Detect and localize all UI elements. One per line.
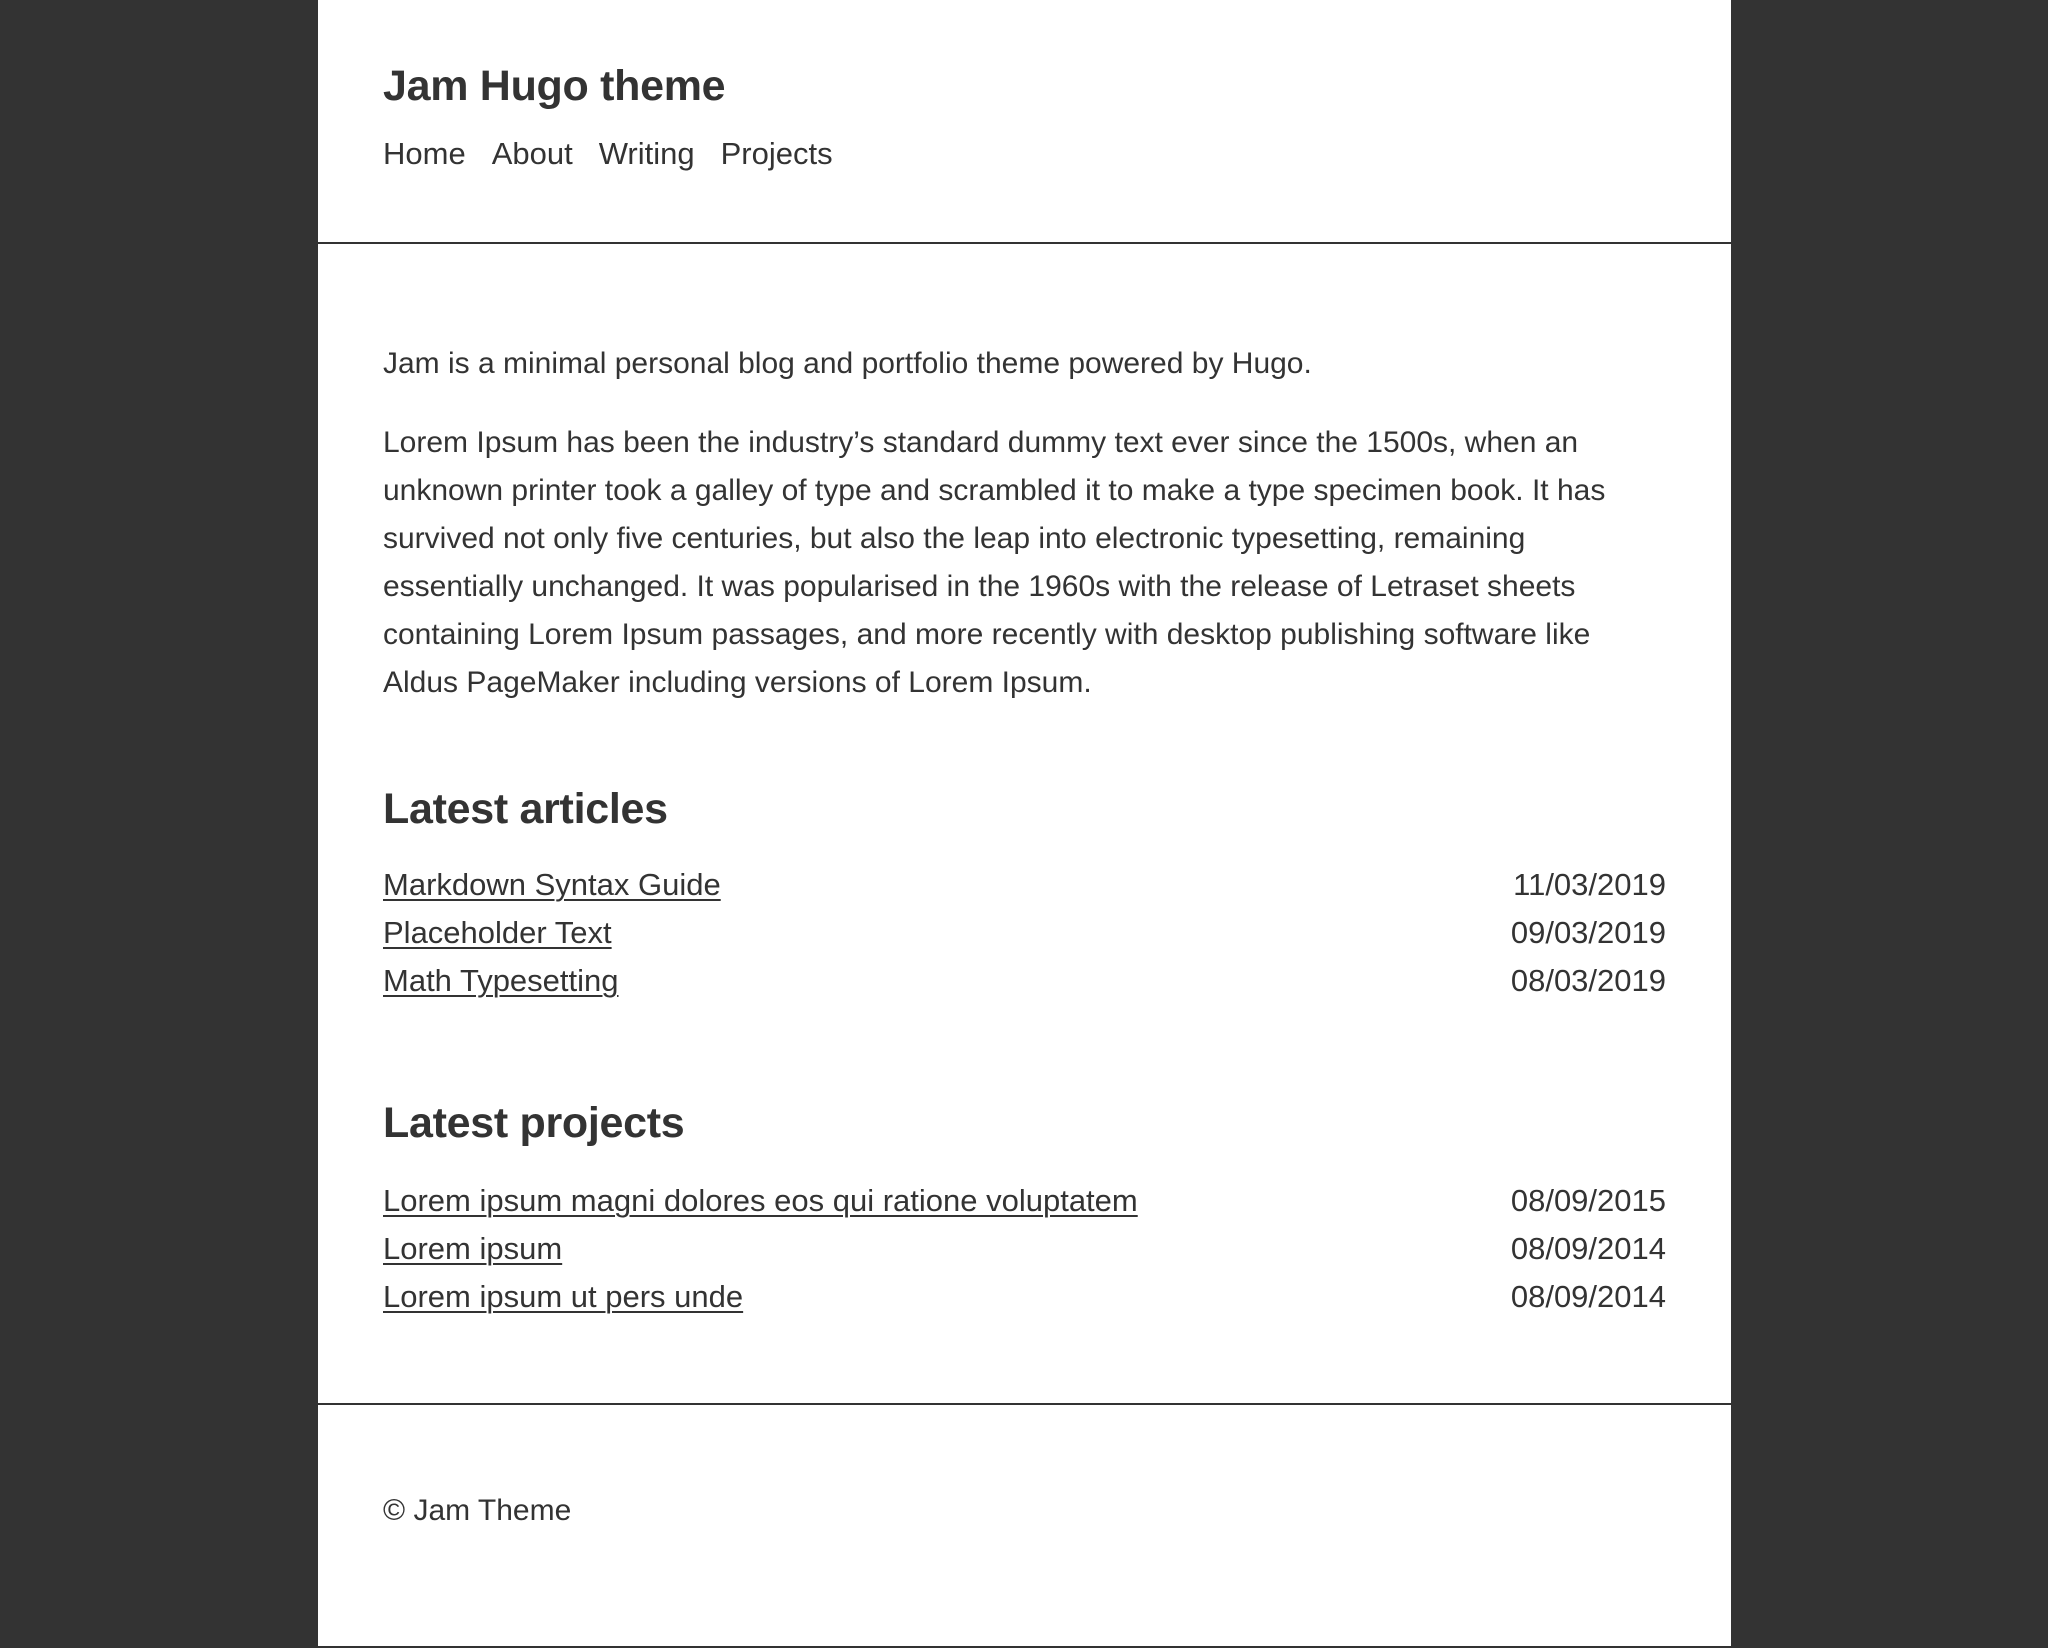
site-footer: [318, 1403, 1731, 1648]
nav-projects-link[interactable]: Projects: [720, 136, 833, 171]
nav-home-link[interactable]: Home: [383, 136, 466, 171]
article-date: 11/03/2019: [1513, 867, 1666, 902]
page-container: [318, 0, 1731, 1646]
project-row: [383, 1225, 1666, 1273]
latest-projects-heading: Latest projects: [383, 1099, 685, 1147]
article-link[interactable]: Placeholder Text: [383, 915, 612, 950]
nav-about-link[interactable]: About: [491, 136, 573, 171]
project-link[interactable]: Lorem ipsum magni dolores eos qui ratione voluptatem: [383, 1183, 1138, 1218]
project-date: 08/09/2014: [1510, 1279, 1666, 1314]
project-row: [383, 1273, 1666, 1321]
article-date: 09/03/2019: [1510, 915, 1666, 950]
article-row: [383, 957, 1666, 1005]
project-link[interactable]: Lorem ipsum ut pers unde: [383, 1279, 744, 1314]
article-link[interactable]: Math Typesetting: [383, 963, 619, 998]
copyright-text: © Jam Theme: [383, 1494, 572, 1527]
article-date: 08/03/2019: [1510, 963, 1666, 998]
main-nav: [383, 134, 833, 174]
project-date: 08/09/2015: [1510, 1183, 1666, 1218]
article-row: [383, 909, 1666, 957]
lorem-paragraph: Lorem Ipsum has been the industry’s standard dummy text ever since the 1500s, when an unknown printer took a galley of type and scrambled it to make a type specimen book. It has survived not only five centuries, but also the leap into electronic typesetting, remaining essentially unchanged. It was popularised in the 1960s with the release of Letraset sheets containing Lorem Ipsum passages, and more recently with desktop publishing software like Aldus PageMaker including versions of Lorem Ipsum.: [383, 426, 1606, 699]
project-link[interactable]: Lorem ipsum: [383, 1231, 563, 1266]
nav-writing-link[interactable]: Writing: [598, 136, 695, 171]
site-header: [318, 0, 1731, 244]
intro-text: Jam is a minimal personal blog and portfolio theme powered by Hugo.: [383, 347, 1312, 380]
article-row: [383, 861, 1666, 909]
project-row: [383, 1177, 1666, 1225]
latest-articles-heading: Latest articles: [383, 785, 668, 833]
site-title-link[interactable]: Jam Hugo theme: [383, 62, 726, 110]
project-date: 08/09/2014: [1510, 1231, 1666, 1266]
article-link[interactable]: Markdown Syntax Guide: [383, 867, 721, 902]
